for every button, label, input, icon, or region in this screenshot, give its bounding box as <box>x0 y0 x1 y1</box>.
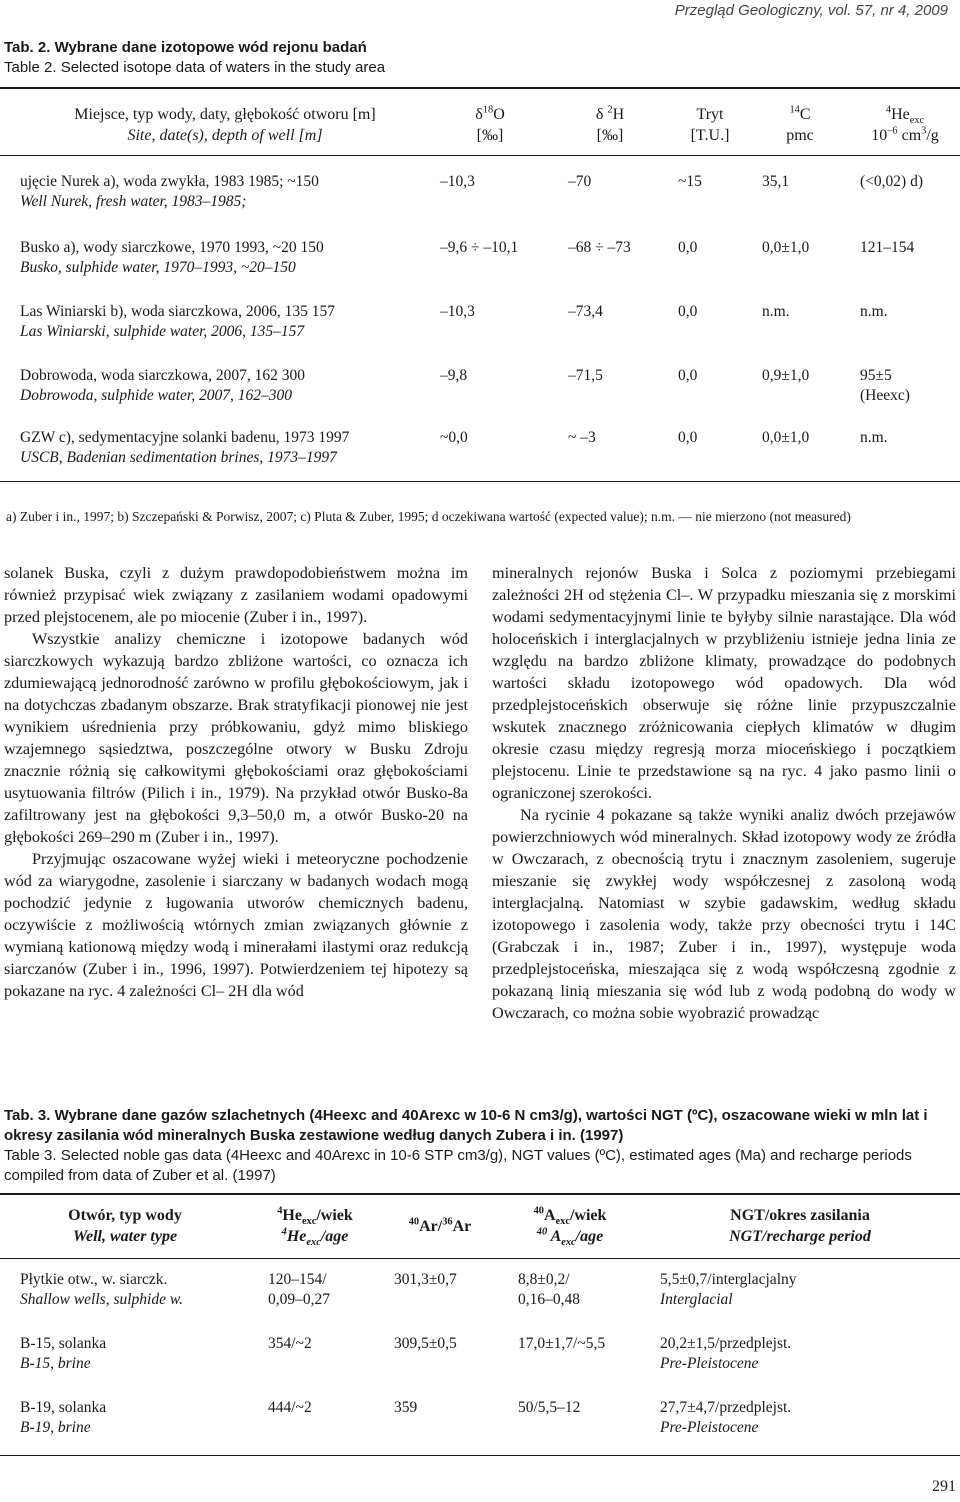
cell-line: B-19, brine <box>20 1419 91 1436</box>
journal-header: Przegląd Geologiczny, vol. 57, nr 4, 2009 <box>674 2 948 19</box>
table2-cell-o18: –10,3 <box>440 173 475 190</box>
table2-cell-c14: 0,9±1,0 <box>762 367 810 384</box>
table2-cell-h2: –70 <box>568 173 592 190</box>
table2-header-site <box>20 104 430 146</box>
table3-cell-well <box>20 1334 106 1374</box>
table3-bottom-rule <box>0 1455 960 1456</box>
table3-cell-well <box>20 1398 106 1438</box>
well-header-pl: Otwór, typ wody <box>68 1207 182 1224</box>
ar-age-header-pl: $^{40}A_{exc}$/wiek <box>533 1205 607 1228</box>
table2-caption-en: Table 2. Selected isotope data of waters in the study area <box>4 59 386 76</box>
table2-cell-c14: 35,1 <box>762 173 790 190</box>
table3-cell-ar-age <box>518 1270 580 1310</box>
cell-line: 444/~2 <box>268 1399 312 1416</box>
cell-line: Pre-Pleistocene <box>660 1355 759 1372</box>
table2-row-site <box>20 428 349 468</box>
cell-line: 0,16–0,48 <box>518 1291 580 1308</box>
cell-line: 354/~2 <box>268 1335 312 1352</box>
page-number: 291 <box>932 1478 956 1495</box>
paragraph: Wszystkie analizy chemiczne i izotopowe badanych wód siarczkowych wykazują bardzo zbliżone wartości, co oznacza ich zdumiewającą jednorodność zarówno w profilu głębokościowym, jak i na dotychczas zbadanym obszarze. Brak stratyfikacji pionowej nie jest wynikiem uśrednienia przy próbkowaniu, gdyż mimo bliskiego wzajemnego sąsiedztwa, poszczególne otwory w Busku Zdroju znacznie różnią się całkowitymi głębokościami oraz głębokościami usytuowania filtrów (Pilich i in., 1979). Na przykład otwór Busko-8a zafiltrowany jest na głębokości 9,3–50,0 m, a otwór Busko-20 na głębokości 269–290 m (Zuber i in., 1997). <box>4 630 468 846</box>
o18-header: $\delta^{18}O$ <box>475 104 505 123</box>
ngt-header-pl: NGT/okres zasilania <box>730 1207 870 1224</box>
table3-cell-ar-ratio <box>394 1270 457 1290</box>
table3-header-ar <box>505 1205 635 1247</box>
table2-cell-o18: –9,6 ÷ –10,1 <box>440 239 519 256</box>
cell-line: 27,7±4,7/przedplejst. <box>660 1399 792 1416</box>
table3-header-well <box>20 1205 230 1247</box>
he-unit: $10^{-6}$ $cm^3/g$ <box>871 125 939 144</box>
table2-bottom-rule <box>0 481 960 482</box>
table3-cell-ngt <box>660 1398 791 1438</box>
table3-cell-he-age <box>268 1398 312 1418</box>
paragraph: mineralnych rejonów Buska i Solca z poziomymi przebiegami zależności 2H od stężenia Cl–. W przypadku mieszania się z morskimi wodami sedymentacyjnymi linie te byłyby silnie narastające. Dla wód holoceńskich i interglacjalnych w przybliżeniu istnieje jedna linia ze względu na bardzo zbliżone klimaty, prowadzące do podobnych wartości składu izotopowego wód opadowych. Dla wód przedplejstoceńskich obserwuje się różne linie przypuszczalnie wskutek znacznego zróżnicowania ciepłych klimatów w długim okresie czasu między regresją morza mioceńskiego i początkiem plejstocenu. Linie te przedstawione są na ryc. 4 jako pasmo linii o ograniczonej szerokości. <box>492 564 956 802</box>
cell-line: Płytkie otw., w. siarczk. <box>20 1271 168 1288</box>
site-pl: Las Winiarski b), woda siarczkowa, 2006, 135 157 <box>20 303 336 320</box>
table2-cell-tritium: 0,0 <box>678 303 698 320</box>
table2-cell-tritium: 0,0 <box>678 239 698 256</box>
table2-cell-c14: n.m. <box>762 303 790 320</box>
table2-header-he <box>850 104 960 146</box>
cell-line: Interglacial <box>660 1291 733 1308</box>
cell-line: 20,2±1,5/przedplejst. <box>660 1335 792 1352</box>
site-en: Well Nurek, fresh water, 1983–1985; <box>20 193 247 210</box>
table2-top-rule <box>0 87 960 89</box>
table2-cell-o18: ~0,0 <box>440 429 468 446</box>
h2-header: δ $^2$H <box>595 104 625 123</box>
o18-unit: [‰] <box>476 127 504 144</box>
table3-cell-ar-age <box>518 1334 605 1354</box>
cell-line: B-15, brine <box>20 1355 91 1372</box>
site-pl: Busko a), wody siarczkowe, 1970 1993, ~20 150 <box>20 239 324 256</box>
site-en: USCB, Badenian sedimentation brines, 1973–1997 <box>20 449 337 466</box>
table2-cell-h2: –68 ÷ –73 <box>568 239 631 256</box>
table3-cell-well <box>20 1270 183 1310</box>
site-en: Las Winiarski, sulphide water, 2006, 135–157 <box>20 323 305 340</box>
cell-line: 17,0±1,7/~5,5 <box>518 1335 606 1352</box>
table3-cell-ar-age <box>518 1398 580 1418</box>
cell-line: 8,8±0,2/ <box>518 1271 570 1288</box>
table3-top-rule <box>0 1193 960 1195</box>
table3-header-ar-ratio <box>385 1216 495 1237</box>
table3-cell-ngt <box>660 1270 797 1310</box>
table2-row-site <box>20 366 305 406</box>
table2-header-c14 <box>750 104 850 146</box>
left-column <box>4 562 468 1002</box>
table2-row-site <box>20 172 319 212</box>
table2-cell-c14: 0,0±1,0 <box>762 239 810 256</box>
cell-line: Pre-Pleistocene <box>660 1419 759 1436</box>
ar-ratio-header: $^{40}$Ar/$^{36}$Ar <box>408 1216 472 1235</box>
table2-row-site <box>20 238 324 278</box>
paragraph: solanek Buska, czyli z dużym prawdopodobieństwem można im również przypisać wiek związany z zasilaniem wodami opadowymi przed plejstocenem, ale po miocenie (Zuber i in., 1997). <box>4 564 468 626</box>
cell-line: 309,5±0,5 <box>394 1335 457 1352</box>
table2-cell-tritium: ~15 <box>678 173 702 190</box>
table2-cell-tritium: 0,0 <box>678 367 698 384</box>
c14-unit: pmc <box>786 127 814 144</box>
ngt-header-en: NGT/recharge period <box>729 1228 871 1245</box>
c14-header: $^{14}$C <box>789 104 811 123</box>
table2-cell-he: n.m. <box>860 303 888 320</box>
table3-caption-en-2: compiled from data of Zuber et al. (1997) <box>4 1167 276 1184</box>
table2-cell-he: 121–154 <box>860 239 915 256</box>
table3-caption-pl-1: Tab. 3. Wybrane dane gazów szlachetnych (4Heexc and 40Arexc w 10-6 N cm3/g), wartości NGT (ºC), oszacowane wieki w mln lat i <box>4 1107 928 1124</box>
tritium-header: Tryt <box>696 106 724 123</box>
table2-header-o18 <box>440 104 540 146</box>
cell-line: 359 <box>394 1399 418 1416</box>
site-pl: GZW c), sedymentacyjne solanki badenu, 1973 1997 <box>20 429 350 446</box>
table3-caption-pl-2: okresy zasilania wód mineralnych Buska zestawione według danych Zubera i in. (1997) <box>4 1127 624 1144</box>
table2-cell-h2: –71,5 <box>568 367 603 384</box>
he-age-header-pl: $^4He_{exc}$/wiek <box>277 1205 353 1228</box>
table3-cell-ar-ratio <box>394 1398 417 1418</box>
table2-cell-o18: –9,8 <box>440 367 468 384</box>
cell-line: B-15, solanka <box>20 1335 107 1352</box>
cell-line: 5,5±0,7/interglacjalny <box>660 1271 797 1288</box>
he-age-header-en: $^4He_{exc}$/age <box>281 1226 349 1249</box>
table2-cell-he: n.m. <box>860 429 888 446</box>
site-header-pl: Miejsce, typ wody, daty, głębokość otworu [m] <box>74 106 376 123</box>
cell-line: B-19, solanka <box>20 1399 107 1416</box>
paragraph: Przyjmując oszacowane wyżej wieki i meteoryczne pochodzenie wód za wiarygodne, zasolenie i siarczany w badanych wodach mogą pochodzić jedynie z ługowania utworów chemicznych badenu, oczywiście z możliwością wtórnych zmian związanych głównie z wymianą kationową między wodą i minerałami ilastymi oraz redukcją siarczanów (Zuber i in., 1996, 1997). Potwierdzeniem tej hipotezy są pokazane na ryc. 4 zależności Cl– 2H dla wód <box>4 850 468 1000</box>
site-pl: Dobrowoda, woda siarczkowa, 2007, 162 300 <box>20 367 305 384</box>
table2-cell-he-note: (Heexc) <box>860 387 910 404</box>
table2-cell-h2: ~ –3 <box>568 429 596 446</box>
table2-header-tritium <box>660 104 760 146</box>
table3-cell-he-age <box>268 1334 312 1354</box>
site-en: Dobrowoda, sulphide water, 2007, 162–300 <box>20 387 292 404</box>
table2-header-rule <box>0 155 960 156</box>
cell-line: 301,3±0,7 <box>394 1271 457 1288</box>
table3-header-rule <box>0 1258 960 1259</box>
tritium-unit: [T.U.] <box>690 127 730 144</box>
paragraph: Na rycinie 4 pokazane są także wyniki analiz dwóch przejawów powierzchniowych wód mineralnych. Skład izotopowy wody ze źródła w Owczarach, z obecnością trytu i znacznym zasoleniem, sugeruje mieszanie się zwykłej wody współczesnej z zasoloną wodą interglacjalną. Natomiast w szybie gadawskim, według składu izotopowego i zasolenia wody, także przy obecności trytu i 14C (Grabczak i in., 1987; Zuber i in., 1997), występuje woda przedplejstoceńska, mieszająca się z wodą współczesną zgodnie z pokazaną linią mieszania się wód lub z wodą podobną do wody w Owczarach, co można sobie wyobrazić prowadząc <box>492 806 956 1022</box>
table3-cell-he-age <box>268 1270 330 1310</box>
cell-line: 50/5,5–12 <box>518 1399 581 1416</box>
cell-line: 120–154/ <box>268 1271 327 1288</box>
table3-header-ngt <box>680 1205 920 1247</box>
table3-header-he <box>250 1205 380 1247</box>
table2-row-site <box>20 302 335 342</box>
table3-cell-ar-ratio <box>394 1334 457 1354</box>
table2-header-h2 <box>560 104 660 146</box>
table2-footnote: a) Zuber i in., 1997; b) Szczepański & Porwisz, 2007; c) Pluta & Zuber, 1995; d oczekiwana wartość (expected value); n.m. — nie mierzono (not measured) <box>6 509 851 524</box>
well-header-en: Well, water type <box>72 1228 178 1245</box>
right-column <box>492 562 956 1024</box>
site-pl: ujęcie Nurek a), woda zwykła, 1983 1985; ~150 <box>20 173 319 190</box>
cell-line: 0,09–0,27 <box>268 1291 330 1308</box>
site-en: Busko, sulphide water, 1970–1993, ~20–150 <box>20 259 296 276</box>
table2-cell-he: 95±5 <box>860 367 892 384</box>
table3-cell-ngt <box>660 1334 791 1374</box>
table3-caption-en-1: Table 3. Selected noble gas data (4Heexc and 40Arexc in 10-6 STP cm3/g), NGT values (ºC), estimated ages (Ma) and recharge periods <box>4 1147 912 1164</box>
cell-line: Shallow wells, sulphide w. <box>20 1291 183 1308</box>
site-header-en: Site, date(s), depth of well [m] <box>127 127 323 144</box>
ar-age-header-en: $^{40}$ $A_{exc}$/age <box>536 1226 604 1249</box>
table2-cell-h2: –73,4 <box>568 303 603 320</box>
h2-unit: [‰] <box>596 127 624 144</box>
table2-cell-o18: –10,3 <box>440 303 475 320</box>
table2-cell-c14: 0,0±1,0 <box>762 429 810 446</box>
he-header: $^4He_{exc}$ <box>885 104 925 127</box>
table2-cell-he: (<0,02) d) <box>860 173 923 190</box>
table2-caption-pl: Tab. 2. Wybrane dane izotopowe wód rejonu badań <box>4 39 367 56</box>
table2-cell-tritium: 0,0 <box>678 429 698 446</box>
